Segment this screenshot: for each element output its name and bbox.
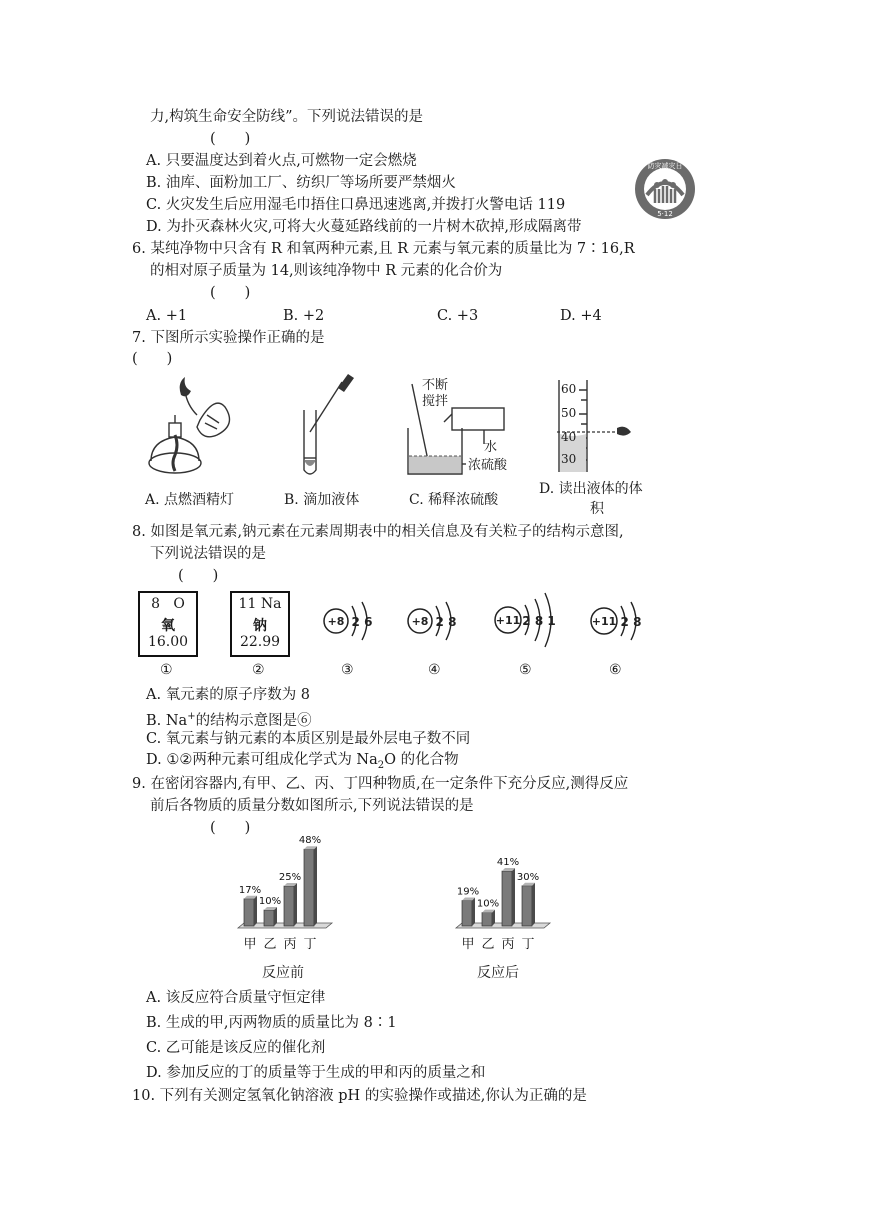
chart-category-label-0: 甲 xyxy=(461,937,475,952)
q9-option-b: B. 生成的甲,丙两物质的质量比为 8∶1 xyxy=(146,1015,397,1031)
chart-data-label-0: 19% xyxy=(456,886,480,898)
chart-bar-2 xyxy=(284,883,297,926)
q7-stem: 7. 下图所示实验操作正确的是 xyxy=(132,330,325,346)
nucleus-charge: +11 xyxy=(591,615,617,628)
q7-answer-paren: ( ) xyxy=(132,351,173,367)
sodium-symbol: Na xyxy=(260,596,282,612)
q8-stem-line1: 8. 如图是氧元素,钠元素在元素周期表中的相关信息及有关粒子的结构示意图, xyxy=(132,524,624,540)
q9-option-a: A. 该反应符合质量守恒定律 xyxy=(146,990,326,1006)
chart-data-label-2: 25% xyxy=(278,872,302,883)
chart-before-reaction xyxy=(230,832,350,954)
q9-stem-line2: 前后各物质的质量分数如图所示,下列说法错误的是 xyxy=(150,798,474,814)
q8-stem-line2: 下列说法错误的是 xyxy=(150,546,266,562)
figure-dilute-sulfuric-acid xyxy=(400,378,520,482)
q8-answer-paren: ( ) xyxy=(178,568,219,584)
nucleus-charge: +11 xyxy=(495,614,521,627)
oxygen-number: 8 xyxy=(151,596,161,612)
nucleus-charge: +8 xyxy=(327,615,345,628)
chart-bar-3 xyxy=(522,883,535,926)
q9-stem-line1: 9. 在密闭容器内,有甲、乙、丙、丁四种物质,在一定条件下充分反应,测得反应 xyxy=(132,776,629,792)
figure-light-alcohol-lamp xyxy=(145,375,245,480)
oxygen-symbol: O xyxy=(173,596,185,612)
chart-bar-1 xyxy=(264,907,277,926)
q7-label-d-line1: D. 读出液体的体 xyxy=(539,481,643,497)
oxygen-mass: 16.00 xyxy=(147,634,189,650)
atom-diagram-6 xyxy=(588,590,650,652)
chart-category-label-3: 丁 xyxy=(303,937,317,952)
tick-40: 40 xyxy=(561,430,577,444)
atom-diagram-5 xyxy=(492,585,564,655)
q6-option-c: C. +3 xyxy=(437,308,479,324)
chart-after-reaction xyxy=(448,845,568,954)
sodium-number: 11 xyxy=(238,596,257,612)
chart-data-label-0: 17% xyxy=(238,884,262,896)
logo-date: 5·12 xyxy=(657,210,673,218)
chart-after-title: 反应后 xyxy=(477,965,519,981)
chart-bar-2 xyxy=(502,868,515,926)
chart-category-label-3: 丁 xyxy=(521,937,535,952)
sodium-mass: 22.99 xyxy=(239,634,281,650)
disaster-prevention-day-logo xyxy=(633,157,697,221)
q6-stem-line1: 6. 某纯净物中只含有 R 和氧两种元素,且 R 元素与氧元素的质量比为 7∶16,R xyxy=(132,241,635,257)
figure-drop-liquid xyxy=(290,372,360,480)
q8-option-d-pre: D. ①②两种元素可组成化学式为 Na xyxy=(146,752,378,768)
shell-electrons: 2 6 xyxy=(351,615,373,629)
q9-answer-paren: ( ) xyxy=(210,820,251,836)
q8-option-d-sub: 2 xyxy=(377,759,385,771)
element-box-sodium xyxy=(230,591,290,657)
q7-label-b: B. 滴加液体 xyxy=(284,492,360,508)
chart-data-label-1: 10% xyxy=(476,898,500,910)
figure-label-5: ⑤ xyxy=(519,662,532,678)
chart-data-label-2: 41% xyxy=(496,857,520,869)
q9-option-d: D. 参加反应的丁的质量等于生成的甲和丙的质量之和 xyxy=(146,1065,486,1081)
oxygen-name: 氧 xyxy=(161,618,175,634)
chart-category-label-2: 丙 xyxy=(501,937,515,952)
figure-label-6: ⑥ xyxy=(609,662,622,678)
chart-bar-1 xyxy=(482,910,495,926)
q5-option-b: B. 油库、面粉加工厂、纺织厂等场所要严禁烟火 xyxy=(146,175,456,191)
chart-bar-0 xyxy=(244,896,257,926)
q6-option-d: D. +4 xyxy=(560,308,602,324)
q8-option-b xyxy=(146,707,312,731)
q8-option-b-pre: B. Na xyxy=(146,712,188,729)
shell-electrons: 2 8 xyxy=(620,615,642,629)
q8-option-b-sup: + xyxy=(187,711,196,722)
atom-diagram-3 xyxy=(322,590,384,652)
label-conc-acid: 浓硫酸 xyxy=(468,458,508,473)
q8-option-d-post: O 的化合物 xyxy=(384,752,459,768)
atom-diagram-4 xyxy=(406,590,468,652)
q7-label-d-line2: 积 xyxy=(590,501,604,517)
q9-option-c: C. 乙可能是该反应的催化剂 xyxy=(146,1040,326,1056)
q5-stem-cont: 力,构筑生命安全防线”。下列说法错误的是 xyxy=(150,109,424,125)
chart-bar-0 xyxy=(462,898,475,926)
label-water: 水 xyxy=(484,440,498,455)
q5-option-c: C. 火灾发生后应用湿毛巾捂住口鼻迅速逃离,并拨打火警电话 119 xyxy=(146,197,566,213)
label-keep-stirring: 不断 xyxy=(422,378,449,393)
chart-data-label-1: 10% xyxy=(258,896,282,907)
chart-before-title: 反应前 xyxy=(262,965,304,981)
q5-option-d: D. 为扑灭森林火灾,可将大火蔓延路线前的一片树木砍掉,形成隔离带 xyxy=(146,219,582,235)
tick-50: 50 xyxy=(561,406,577,420)
q6-answer-paren: ( ) xyxy=(210,285,251,301)
q5-option-a: A. 只要温度达到着火点,可燃物一定会燃烧 xyxy=(146,153,417,169)
chart-bar-3 xyxy=(304,846,317,926)
q6-option-b: B. +2 xyxy=(283,308,325,324)
logo-text: 防灾减灾日 xyxy=(647,162,683,170)
chart-category-label-0: 甲 xyxy=(243,937,257,952)
chart-category-label-1: 乙 xyxy=(481,937,495,952)
chart-category-label-1: 乙 xyxy=(263,937,277,952)
q5-answer-paren: ( ) xyxy=(210,131,251,147)
q8-option-d xyxy=(146,750,459,776)
q8-option-c: C. 氧元素与钠元素的本质区别是最外层电子数不同 xyxy=(146,731,471,747)
q10-stem: 10. 下列有关测定氢氧化钠溶液 pH 的实验操作或描述,你认为正确的是 xyxy=(132,1088,587,1104)
shell-electrons: 2 8 1 xyxy=(522,614,556,628)
q7-label-c: C. 稀释浓硫酸 xyxy=(409,492,499,508)
figure-read-volume xyxy=(555,380,635,474)
q6-stem-line2: 的相对原子质量为 14,则该纯净物中 R 元素的化合价为 xyxy=(150,263,503,279)
chart-category-label-2: 丙 xyxy=(283,937,297,952)
q7-label-a: A. 点燃酒精灯 xyxy=(145,492,235,508)
figure-label-3: ③ xyxy=(341,662,354,678)
sodium-name: 钠 xyxy=(253,618,267,634)
element-box-oxygen xyxy=(138,591,198,657)
figure-label-2: ② xyxy=(252,662,265,678)
chart-data-label-3: 30% xyxy=(516,871,540,883)
figure-label-1: ① xyxy=(160,662,173,678)
tick-30: 30 xyxy=(561,452,577,466)
q6-option-a: A. +1 xyxy=(146,308,188,324)
tick-60: 60 xyxy=(561,382,577,396)
chart-data-label-3: 48% xyxy=(298,835,322,847)
shell-electrons: 2 8 xyxy=(435,615,457,629)
figure-label-4: ④ xyxy=(428,662,441,678)
label-stirring: 搅拌 xyxy=(422,394,449,409)
nucleus-charge: +8 xyxy=(411,615,429,628)
q8-option-b-post: 的结构示意图是⑥ xyxy=(195,712,312,729)
q8-option-a: A. 氧元素的原子序数为 8 xyxy=(146,687,311,703)
